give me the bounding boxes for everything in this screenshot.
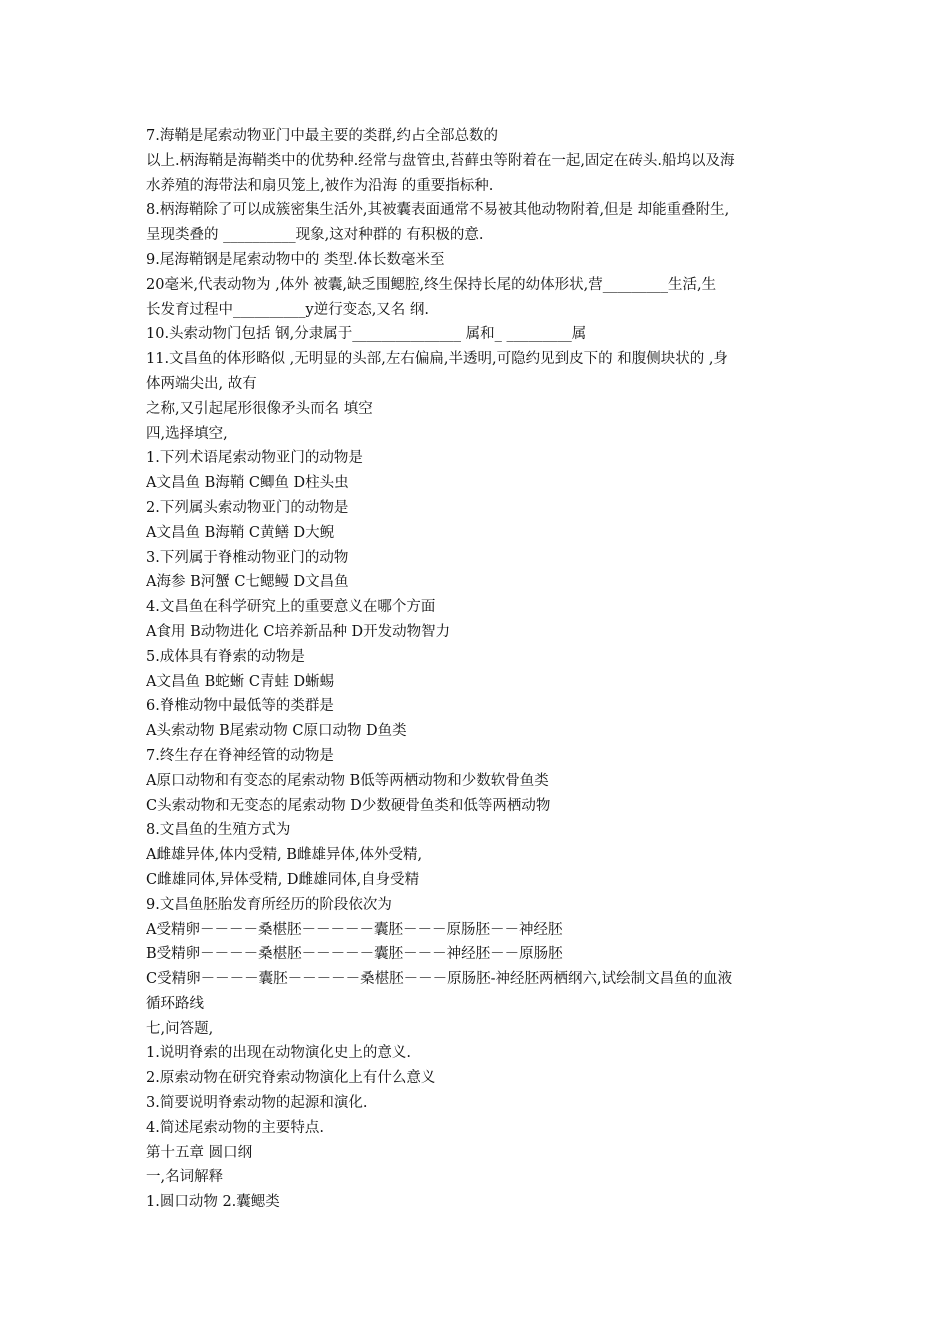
document-page [146, 124, 810, 1215]
answer-options: C头索动物和无变态的尾索动物 D少数硬骨鱼类和低等两栖动物 [146, 797, 551, 814]
text-line: 9.尾海鞘钢是尾索动物中的 类型.体长数毫米至 [146, 251, 445, 268]
text-line: 水养殖的海带法和扇贝笼上,被作为沿海 的重要指标种. [146, 177, 494, 194]
answer-options: C雌雄同体,异体受精, D雌雄同体,自身受精 [146, 871, 420, 888]
answer-options: A受精卵－－－－桑椹胚－－－－－囊胚－－－原肠胚－－神经胚 [146, 921, 563, 938]
text-line: 11.文昌鱼的体形略似 ,无明显的头部,左右偏扁,半透明,可隐约见到皮下的 和腹侧块状的 ,身 [146, 351, 728, 368]
answer-options: A文昌鱼 B海鞘 C鲫鱼 D柱头虫 [146, 475, 349, 492]
question: 4.文昌鱼在科学研究上的重要意义在哪个方面 [146, 599, 436, 616]
question: 9.文昌鱼胚胎发育所经历的阶段依次为 [146, 896, 392, 913]
question: 1.下列术语尾索动物亚门的动物是 [146, 450, 363, 467]
question: 1.说明脊索的出现在动物演化史上的意义. [146, 1045, 411, 1062]
text-line: 循环路线 [146, 995, 204, 1012]
text-line: 10.头索动物门包括 钢,分隶属于_______________ 属和_ _________属 [146, 326, 587, 343]
answer-options: B受精卵－－－－桑椹胚－－－－－囊胚－－－神经胚－－原肠胚 [146, 946, 563, 963]
question: 4.简述尾索动物的主要特点. [146, 1119, 324, 1136]
section-heading: 七,问答题, [146, 1020, 214, 1037]
answer-options: A头索动物 B尾索动物 C原口动物 D鱼类 [146, 723, 407, 740]
answer-options: A海参 B河蟹 C七鳃鳗 D文昌鱼 [146, 574, 349, 591]
question: 3.下列属于脊椎动物亚门的动物 [146, 549, 349, 566]
chapter-heading: 第十五章 圆口纲 [146, 1144, 253, 1161]
section-heading: 四,选择填空, [146, 425, 228, 442]
text-line: 体两端尖出, 故有 [146, 375, 257, 392]
question: 3.简要说明脊索动物的起源和演化. [146, 1095, 368, 1112]
question: 2.下列属头索动物亚门的动物是 [146, 499, 349, 516]
text-line: 呈现类叠的 __________现象,这对种群的 有积极的意. [146, 227, 484, 244]
answer-options: A食用 B动物进化 C培养新品种 D开发动物智力 [146, 623, 451, 640]
text-line: 之称,又引起尾形很像矛头而名 填空 [146, 400, 373, 417]
text-line: 20毫米,代表动物为 ,体外 被囊,缺乏围鳃腔,终生保持长尾的幼体形状,营_________生活,生 [146, 276, 717, 293]
question: 1.圆口动物 2.囊鳃类 [146, 1194, 280, 1211]
answer-options: A原口动物和有变态的尾索动物 B低等两栖动物和少数软骨鱼类 [146, 772, 549, 789]
answer-options: A文昌鱼 B蛇蜥 C青蛙 D蜥蜴 [146, 673, 335, 690]
answer-options: A雌雄异体,体内受精, B雌雄异体,体外受精, [146, 847, 423, 864]
answer-options: A文昌鱼 B海鞘 C黄鳝 D大鲵 [146, 524, 335, 541]
question: 6.脊椎动物中最低等的类群是 [146, 698, 334, 715]
answer-options: C受精卵－－－－囊胚－－－－－桑椹胚－－－原肠胚-神经胚两栖纲六,试绘制文昌鱼的血液 [146, 971, 733, 988]
text-line: 长发育过程中__________y逆行变态,又名 纲. [146, 301, 430, 318]
question: 5.成体具有脊索的动物是 [146, 648, 305, 665]
question: 8.文昌鱼的生殖方式为 [146, 822, 291, 839]
section-heading: 一,名词解释 [146, 1169, 224, 1186]
question: 7.终生存在脊神经管的动物是 [146, 747, 334, 764]
question: 2.原索动物在研究脊索动物演化上有什么意义 [146, 1070, 436, 1087]
text-line: 以上.柄海鞘是海鞘类中的优势种.经常与盘管虫,苔藓虫等附着在一起,固定在砖头.船坞以及海 [146, 152, 735, 169]
text-line: 7.海鞘是尾索动物亚门中最主要的类群,约占全部总数的 [146, 128, 498, 144]
text-line: 8.柄海鞘除了可以成簇密集生活外,其被囊表面通常不易被其他动物附着,但是 却能重叠附生, [146, 202, 730, 219]
